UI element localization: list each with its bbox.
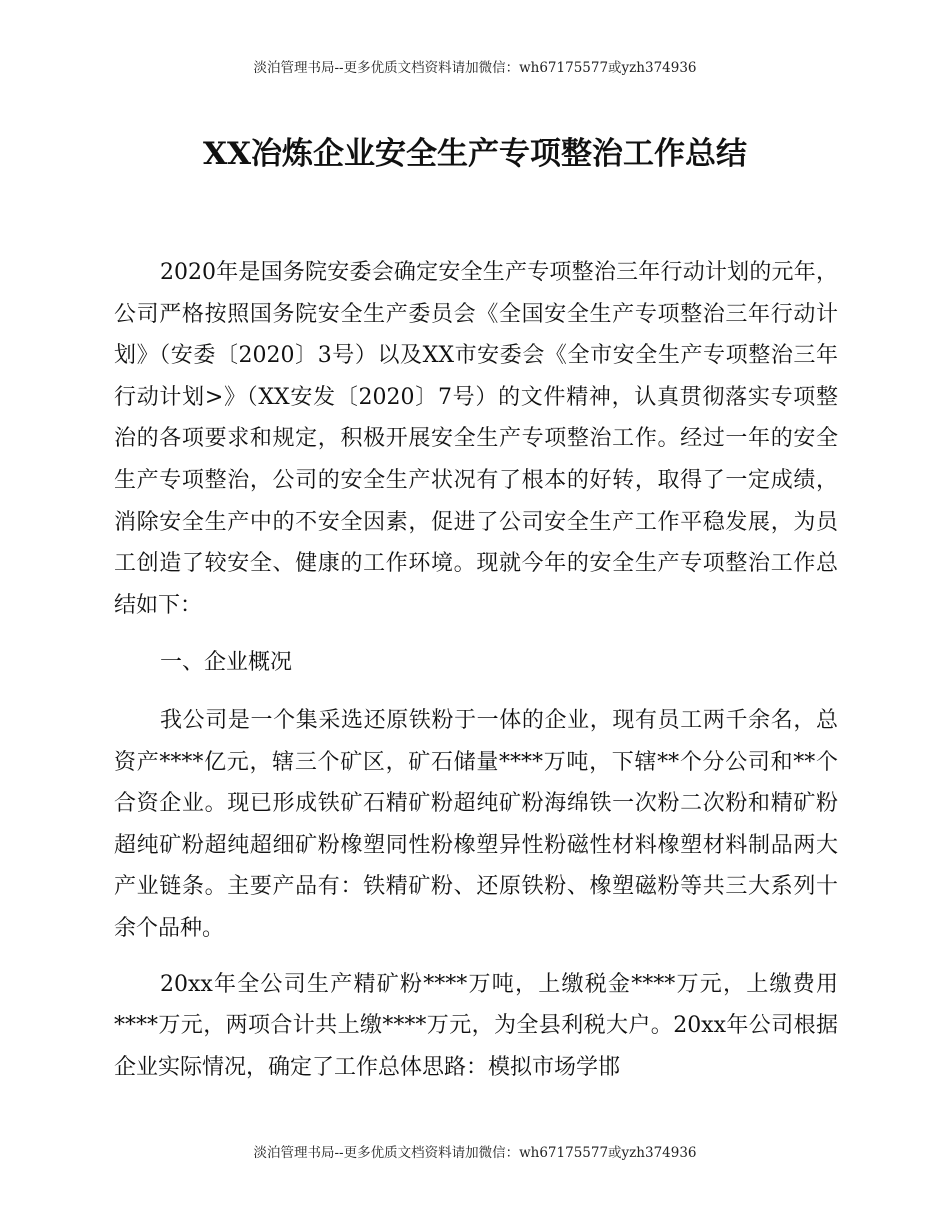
production-paragraph: 20xx年全公司生产精矿粉****万吨，上缴税金****万元，上缴费用****万元，两项合计共上缴****万元，为全县利税大户。20xx年公司根据企业实际情况，确定了工作总体思路：模拟市场学邯 — [114, 971, 838, 1080]
overview-paragraph: 我公司是一个集采选还原铁粉于一体的企业，现有员工两千余名，总资产****亿元，辖三个矿区，矿石储量****万吨，下辖**个分公司和**个合资企业。现已形成铁矿石精矿粉超纯矿粉海绵铁一次粉二次粉和精矿粉超纯矿粉超纯超细矿粉橡塑同性粉橡塑异性粉磁性材料橡塑材料制品两大产业链条。主要产品有：铁精矿粉、还原铁粉、橡塑磁粉等共三大系列十余个品种。 — [114, 707, 838, 941]
section-heading: 一、企业概况 — [160, 650, 293, 676]
document-body — [114, 252, 838, 1088]
page-footer: 淡泊管理书局--更多优质文档资料请加微信：wh67175577或yzh374936 — [253, 1145, 697, 1161]
page-header: 淡泊管理书局--更多优质文档资料请加微信：wh67175577或yzh374936 — [253, 60, 697, 76]
intro-paragraph: 2020年是国务院安委会确定安全生产专项整治三年行动计划的元年，公司严格按照国务院安全生产委员会《全国安全生产专项整治三年行动计划》（安委〔2020〕3号）以及XX市安委会《全市安全生产专项整治三年行动计划>》（XX安发〔2020〕7号）的文件精神，认真贯彻落实专项整治的各项要求和规定，积极开展安全生产专项整治工作。经过一年的安全生产专项整治，公司的安全生产状况有了根本的好转，取得了一定成绩，消除安全生产中的不安全因素，促进了公司安全生产工作平稳发展，为员工创造了较安全、健康的工作环境。现就今年的安全生产专项整治工作总结如下： — [114, 260, 838, 618]
document-title: XX冶炼企业安全生产专项整治工作总结 — [202, 136, 748, 172]
